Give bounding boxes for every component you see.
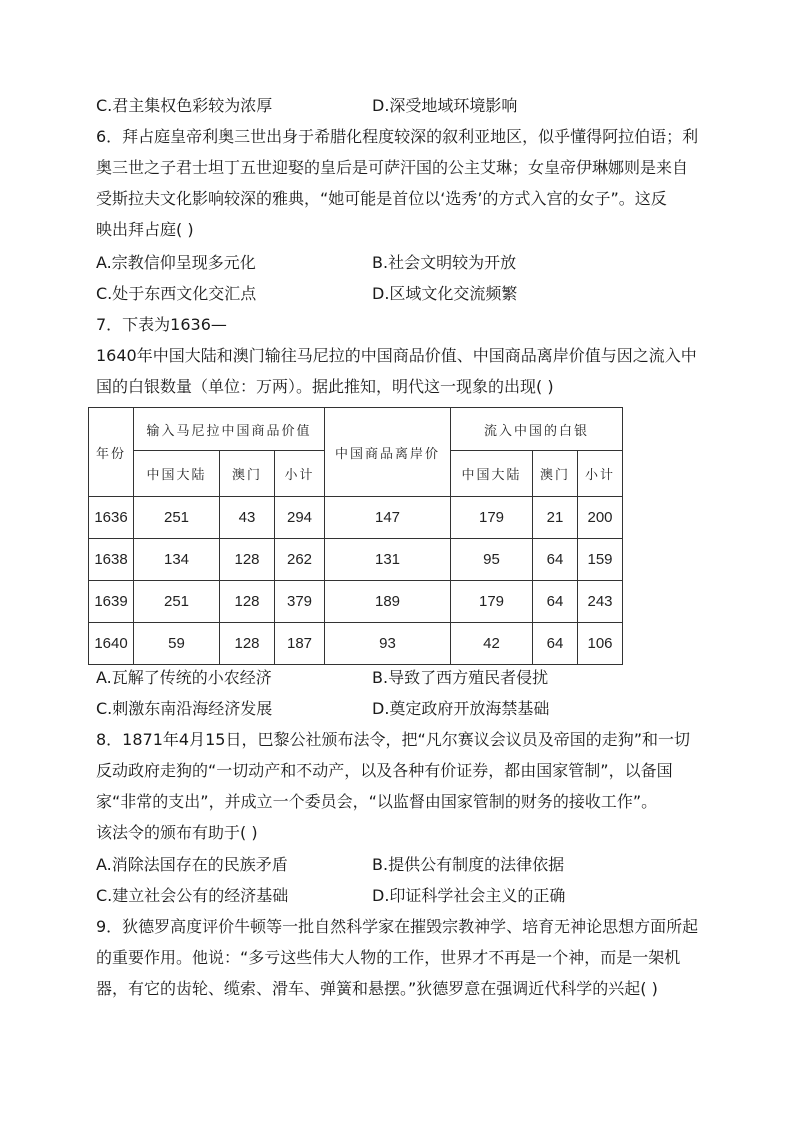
q5-option-d[interactable]: D.深受地域环境影响 (372, 96, 518, 115)
subheader-manila-total: 小计 (275, 451, 325, 497)
q8-option-a[interactable]: A.消除法国存在的民族矛盾 (96, 855, 288, 874)
cell-silver-mainland: 179 (451, 497, 533, 539)
silver-trade-table (88, 407, 623, 665)
table-row (89, 581, 623, 623)
cell-silver-macau: 64 (533, 539, 578, 581)
header-manila-goods: 输入马尼拉中国商品价值 (134, 408, 325, 451)
cell-silver-macau: 21 (533, 497, 578, 539)
q8-option-d[interactable]: D.印证科学社会主义的正确 (372, 886, 566, 905)
cell-manila-mainland: 59 (134, 623, 220, 665)
q8-stem-line-1: 8．1871年4月15日，巴黎公社颁布法令，把“凡尔赛议会议员及帝国的走狗”和一切 (96, 730, 691, 749)
q6-stem-line-1: 6．拜占庭皇帝利奥三世出身于希腊化程度较深的叙利亚地区，似乎懂得阿拉伯语；利 (96, 127, 699, 146)
q6-option-c[interactable]: C.处于东西文化交汇点 (96, 284, 257, 303)
cell-manila-total: 187 (275, 623, 325, 665)
q7-stem-line-1: 7．下表为1636— (96, 315, 227, 334)
q7-option-d[interactable]: D.奠定政府开放海禁基础 (372, 699, 550, 718)
q6-stem-line-3: 受斯拉夫文化影响较深的雅典，“她可能是首位以‘选秀’的方式入宫的女子”。这反 (96, 189, 667, 208)
cell-year: 1639 (89, 581, 134, 623)
cell-manila-macau: 128 (220, 539, 275, 581)
q8-stem-line-2: 反动政府走狗的“一切动产和不动产，以及各种有价证券，都由国家管制”，以备国 (96, 761, 673, 780)
cell-silver-total: 200 (578, 497, 623, 539)
q8-stem-line-4: 该法令的颁布有助于( ) (96, 823, 258, 842)
cell-fob: 147 (325, 497, 451, 539)
q8-option-b[interactable]: B.提供公有制度的法律依据 (372, 855, 565, 874)
header-fob-value: 中国商品离岸价 (325, 408, 451, 497)
q7-option-a[interactable]: A.瓦解了传统的小农经济 (96, 668, 272, 687)
q7-stem-line-2: 1640年中国大陆和澳门输往马尼拉的中国商品价值、中国商品离岸价值与因之流入中 (96, 346, 697, 365)
cell-fob: 93 (325, 623, 451, 665)
header-year: 年份 (89, 408, 134, 497)
cell-manila-macau: 128 (220, 623, 275, 665)
subheader-manila-mainland: 中国大陆 (134, 451, 220, 497)
cell-year: 1636 (89, 497, 134, 539)
q9-stem-line-2: 的重要作用。他说：“多亏这些伟大人物的工作，世界才不再是一个神，而是一架机 (96, 948, 681, 967)
q6-option-d[interactable]: D.区域文化交流频繁 (372, 284, 518, 303)
q7-stem-line-3: 国的白银数量（单位：万两）。据此推知，明代这一现象的出现( ) (96, 377, 554, 396)
q6-stem-line-4: 映出拜占庭( ) (96, 220, 194, 239)
q6-option-a[interactable]: A.宗教信仰呈现多元化 (96, 253, 256, 272)
cell-manila-mainland: 251 (134, 497, 220, 539)
q8-option-c[interactable]: C.建立社会公有的经济基础 (96, 886, 289, 905)
cell-silver-total: 106 (578, 623, 623, 665)
cell-fob: 131 (325, 539, 451, 581)
cell-silver-mainland: 95 (451, 539, 533, 581)
cell-manila-total: 262 (275, 539, 325, 581)
cell-silver-mainland: 179 (451, 581, 533, 623)
q6-option-b[interactable]: B.社会文明较为开放 (372, 253, 517, 272)
q8-stem-line-3: 家“非常的支出”，并成立一个委员会，“以监督由国家管制的财务的接收工作”。 (96, 792, 658, 811)
q9-stem-line-1: 9．狄德罗高度评价牛顿等一批自然科学家在摧毁宗教神学、培育无神论思想方面所起 (96, 917, 699, 936)
q7-option-c[interactable]: C.刺激东南沿海经济发展 (96, 699, 273, 718)
header-silver-inflow: 流入中国的白银 (451, 408, 623, 451)
table-row (89, 623, 623, 665)
cell-manila-mainland: 134 (134, 539, 220, 581)
cell-silver-mainland: 42 (451, 623, 533, 665)
cell-fob: 189 (325, 581, 451, 623)
q7-option-b[interactable]: B.导致了西方殖民者侵扰 (372, 668, 549, 687)
q9-stem-line-3: 器，有它的齿轮、缆索、滑车、弹簧和悬摆。”狄德罗意在强调近代科学的兴起( ) (96, 979, 658, 998)
table-row (89, 539, 623, 581)
subheader-silver-macau: 澳门 (533, 451, 578, 497)
q6-stem-line-2: 奥三世之子君士坦丁五世迎娶的皇后是可萨汗国的公主艾琳；女皇帝伊琳娜则是来自 (96, 158, 689, 177)
subheader-silver-mainland: 中国大陆 (451, 451, 533, 497)
cell-manila-macau: 128 (220, 581, 275, 623)
cell-manila-mainland: 251 (134, 581, 220, 623)
cell-manila-total: 294 (275, 497, 325, 539)
cell-silver-macau: 64 (533, 623, 578, 665)
subheader-manila-macau: 澳门 (220, 451, 275, 497)
cell-silver-total: 159 (578, 539, 623, 581)
cell-year: 1640 (89, 623, 134, 665)
cell-silver-macau: 64 (533, 581, 578, 623)
table-row (89, 497, 623, 539)
cell-manila-total: 379 (275, 581, 325, 623)
cell-year: 1638 (89, 539, 134, 581)
cell-manila-macau: 43 (220, 497, 275, 539)
cell-silver-total: 243 (578, 581, 623, 623)
q5-option-c[interactable]: C.君主集权色彩较为浓厚 (96, 96, 273, 115)
subheader-silver-total: 小计 (578, 451, 623, 497)
